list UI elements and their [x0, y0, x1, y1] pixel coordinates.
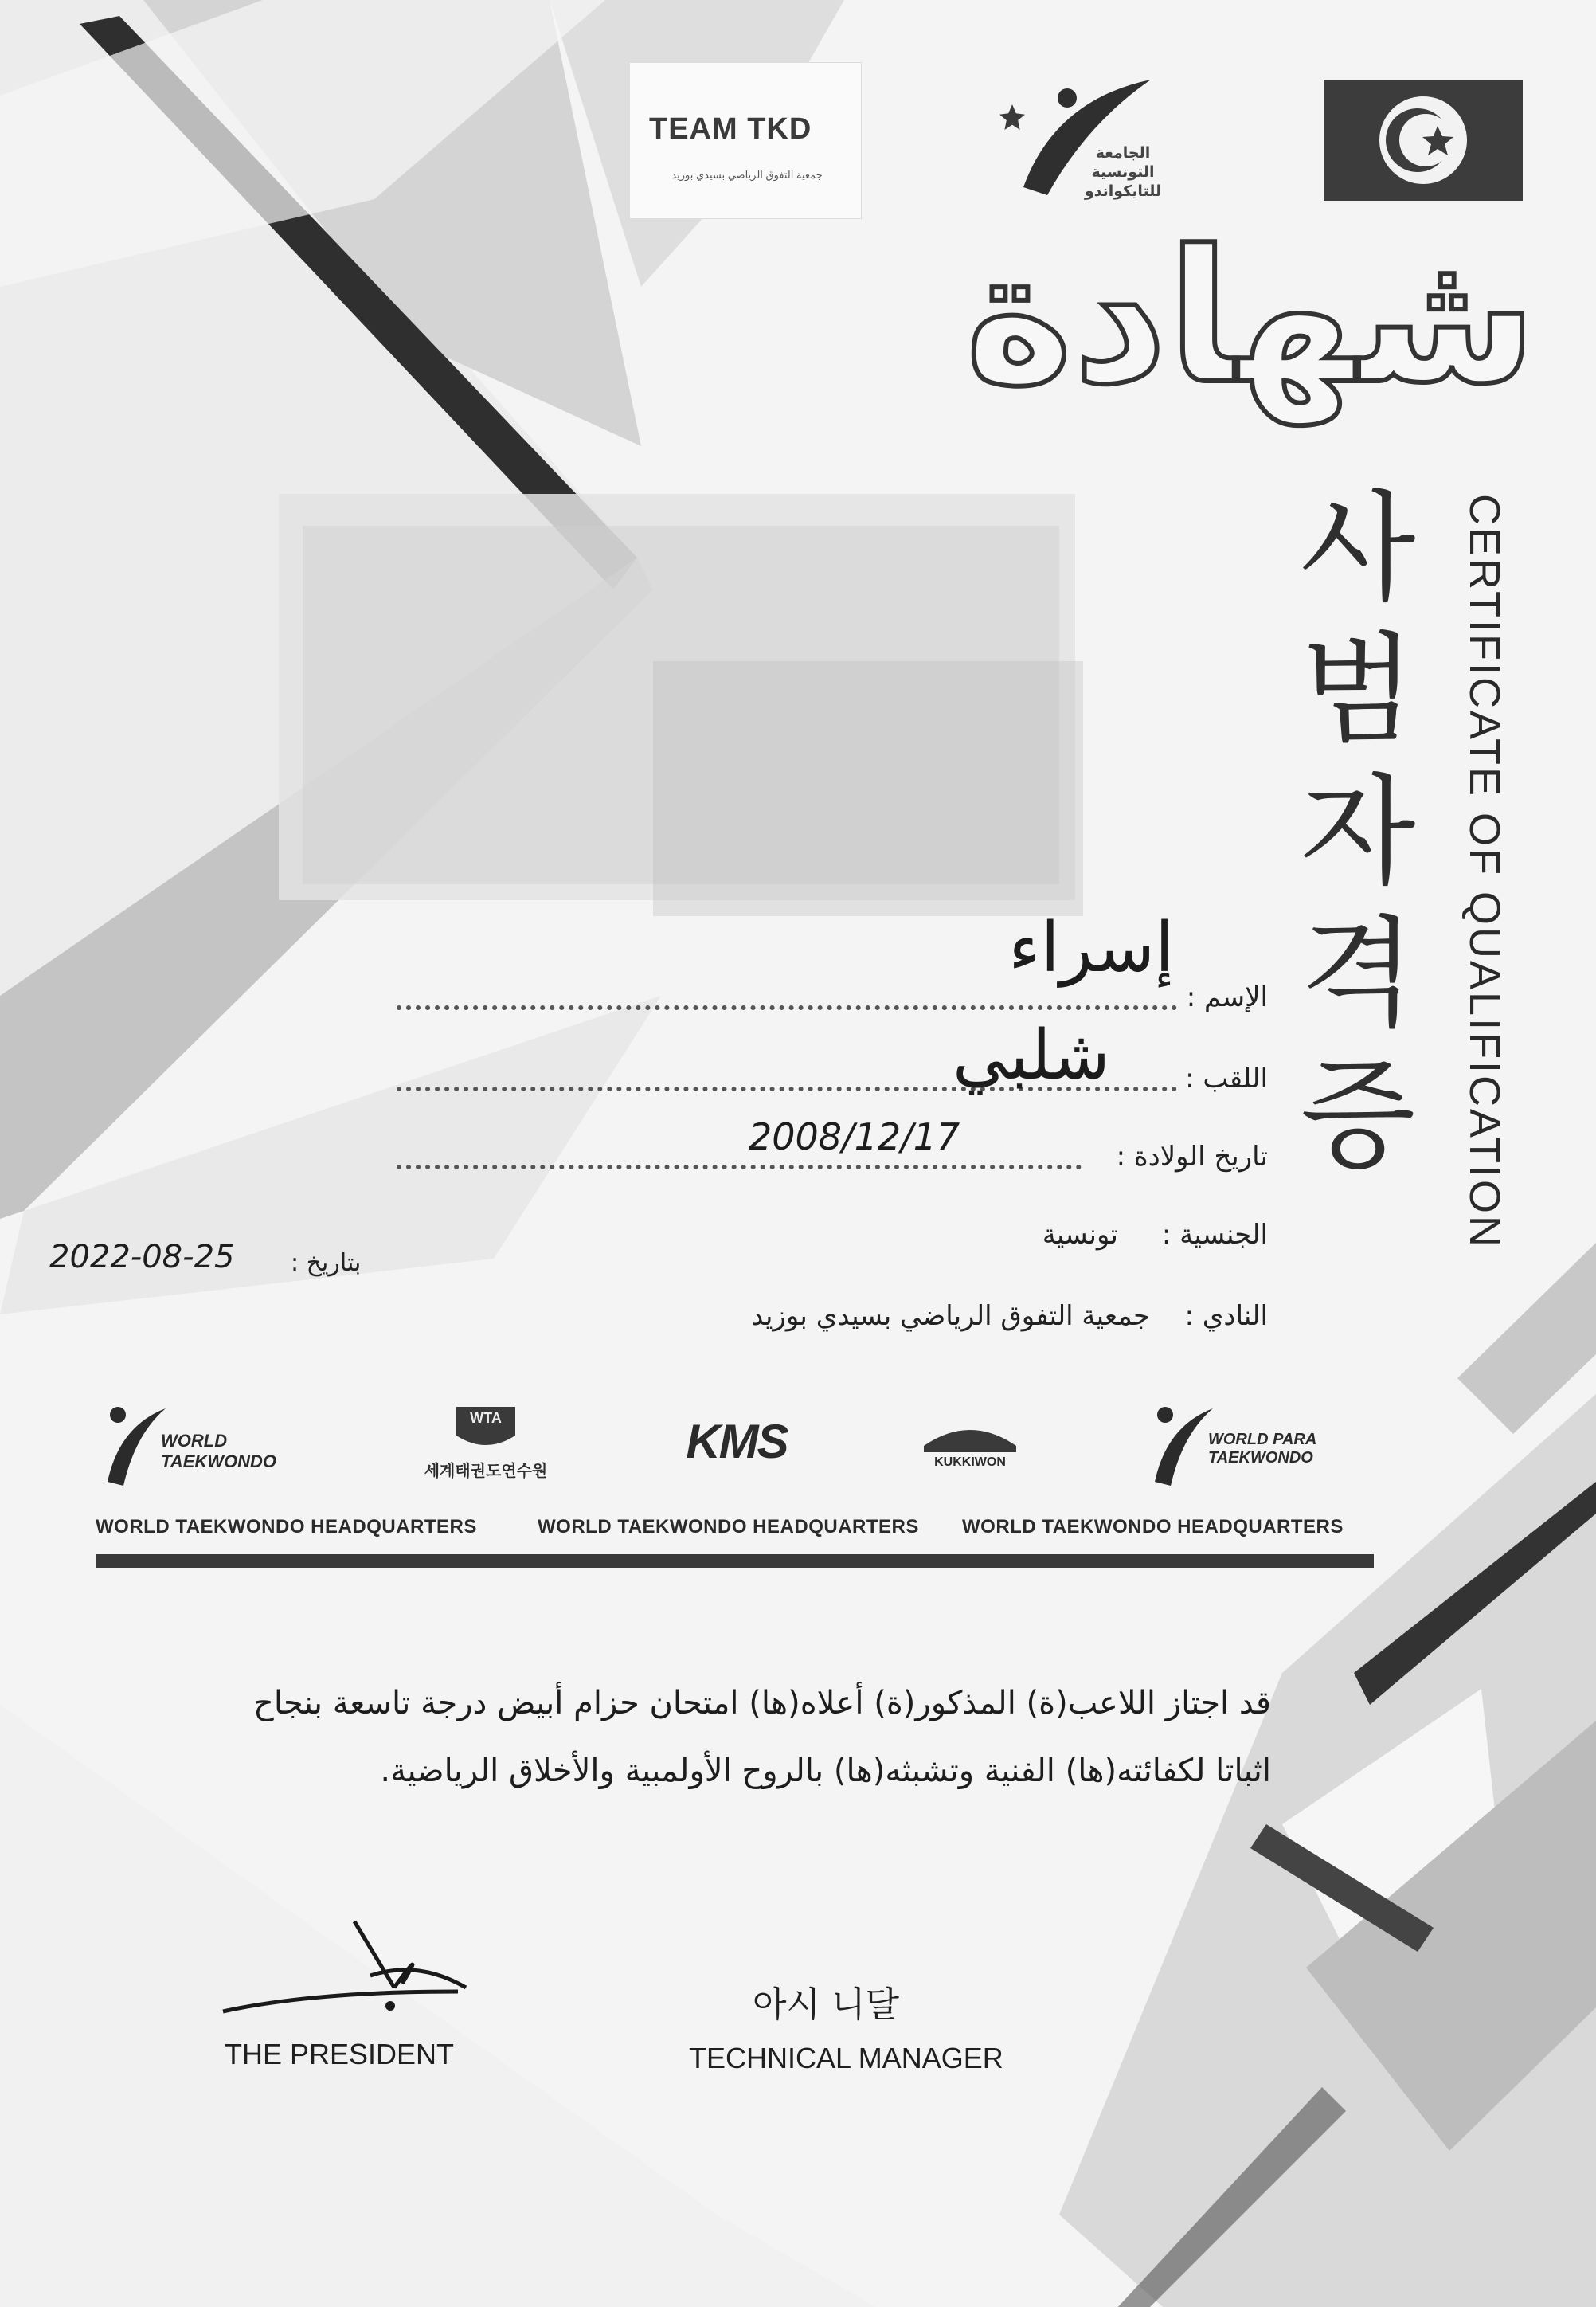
team-tkd-logo-subtitle: جمعية التفوق الرياضي بسيدي بوزيد — [671, 169, 823, 181]
korean-title-char: 사 — [1300, 480, 1416, 618]
tunisia-flag-icon — [1324, 80, 1523, 201]
name-value: إسراء — [1008, 908, 1174, 988]
certificate-title-arabic: شهادة — [964, 212, 1537, 425]
issue-date-label: بتاريخ : — [291, 1249, 362, 1277]
wta-text: WTA — [470, 1410, 502, 1426]
certificate-title-english — [1453, 494, 1509, 1370]
korean-title-char: 증 — [1300, 1047, 1416, 1185]
certificate-title-korean — [1274, 478, 1441, 1187]
club-label: النادي : — [1184, 1300, 1268, 1332]
kukkiwon-roof-icon — [922, 1414, 1018, 1454]
kukkiwon-logo — [922, 1414, 1018, 1478]
nationality-value: تونسية — [1042, 1219, 1118, 1251]
technical-manager-label: TECHNICAL MANAGER — [689, 2042, 1003, 2074]
world-taekwondo-logo — [96, 1402, 303, 1490]
surname-value: شلبي — [952, 1016, 1110, 1095]
kms-text: KMS — [686, 1415, 788, 1468]
body-line-1: قد اجتاز اللاعب(ة) المذكور(ة) أعلاه(ها) امتحان حزام أبيض درجة تاسعة بنجاح — [253, 1685, 1271, 1721]
president-signature — [219, 1912, 474, 2023]
club-value: جمعية التفوق الرياضي بسيدي بوزيد — [751, 1300, 1150, 1332]
name-label: الإسم : — [1186, 981, 1268, 1013]
nationality-label: الجنسية : — [1161, 1219, 1268, 1251]
kms-logo — [669, 1414, 804, 1470]
hq-divider-bar — [96, 1554, 1374, 1568]
birthdate-value: 2008/12/17 — [749, 1115, 960, 1158]
korean-title-char: 범 — [1300, 621, 1416, 760]
korean-title-char: 자 — [1300, 763, 1416, 902]
surname-label: اللقب : — [1185, 1063, 1268, 1095]
name-dotted-line — [397, 1005, 1177, 1010]
hq-text: WORLD TAEKWONDO HEADQUARTERS — [538, 1516, 919, 1537]
federation-logo — [992, 68, 1175, 211]
hq-text: WORLD TAEKWONDO HEADQUARTERS — [96, 1516, 477, 1537]
team-tkd-logo — [629, 62, 862, 219]
wta-korean-text: 세계태권도연수원 — [424, 1461, 548, 1480]
korean-title-char: 격 — [1300, 905, 1416, 1044]
world-para-taekwondo-text: WORLD PARA TAEKWONDO — [1208, 1431, 1316, 1467]
world-para-taekwondo-logo — [1143, 1402, 1382, 1490]
body-line-2: اثباتا لكفائته(ها) الفنية وتشبثه(ها) بالروح الأولمبية والأخلاق الرياضية. — [380, 1753, 1271, 1789]
birthdate-label: تاريخ الولادة : — [1116, 1141, 1268, 1173]
team-tkd-logo-text: TEAM TKD — [649, 112, 812, 146]
world-para-kicker-icon — [1143, 1402, 1215, 1490]
world-taekwondo-text: WORLD TAEKWONDO — [161, 1431, 277, 1471]
technical-manager-name: 아시 니달 — [753, 1984, 900, 2025]
president-label: THE PRESIDENT — [225, 2038, 455, 2070]
certificate-title-english-text: CERTIFICATE OF QUALIFICATION — [1461, 494, 1508, 1250]
wta-logo — [414, 1402, 557, 1490]
hq-text: WORLD TAEKWONDO HEADQUARTERS — [962, 1516, 1344, 1537]
world-taekwondo-kicker-icon — [96, 1402, 167, 1490]
issue-date-value: 2022-08-25 — [49, 1239, 235, 1275]
federation-logo-text: الجامعة التونسية للتايكواندو — [1084, 144, 1162, 200]
birthdate-dotted-line — [397, 1165, 1082, 1169]
kukkiwon-text: KUKKIWON — [934, 1455, 1006, 1469]
